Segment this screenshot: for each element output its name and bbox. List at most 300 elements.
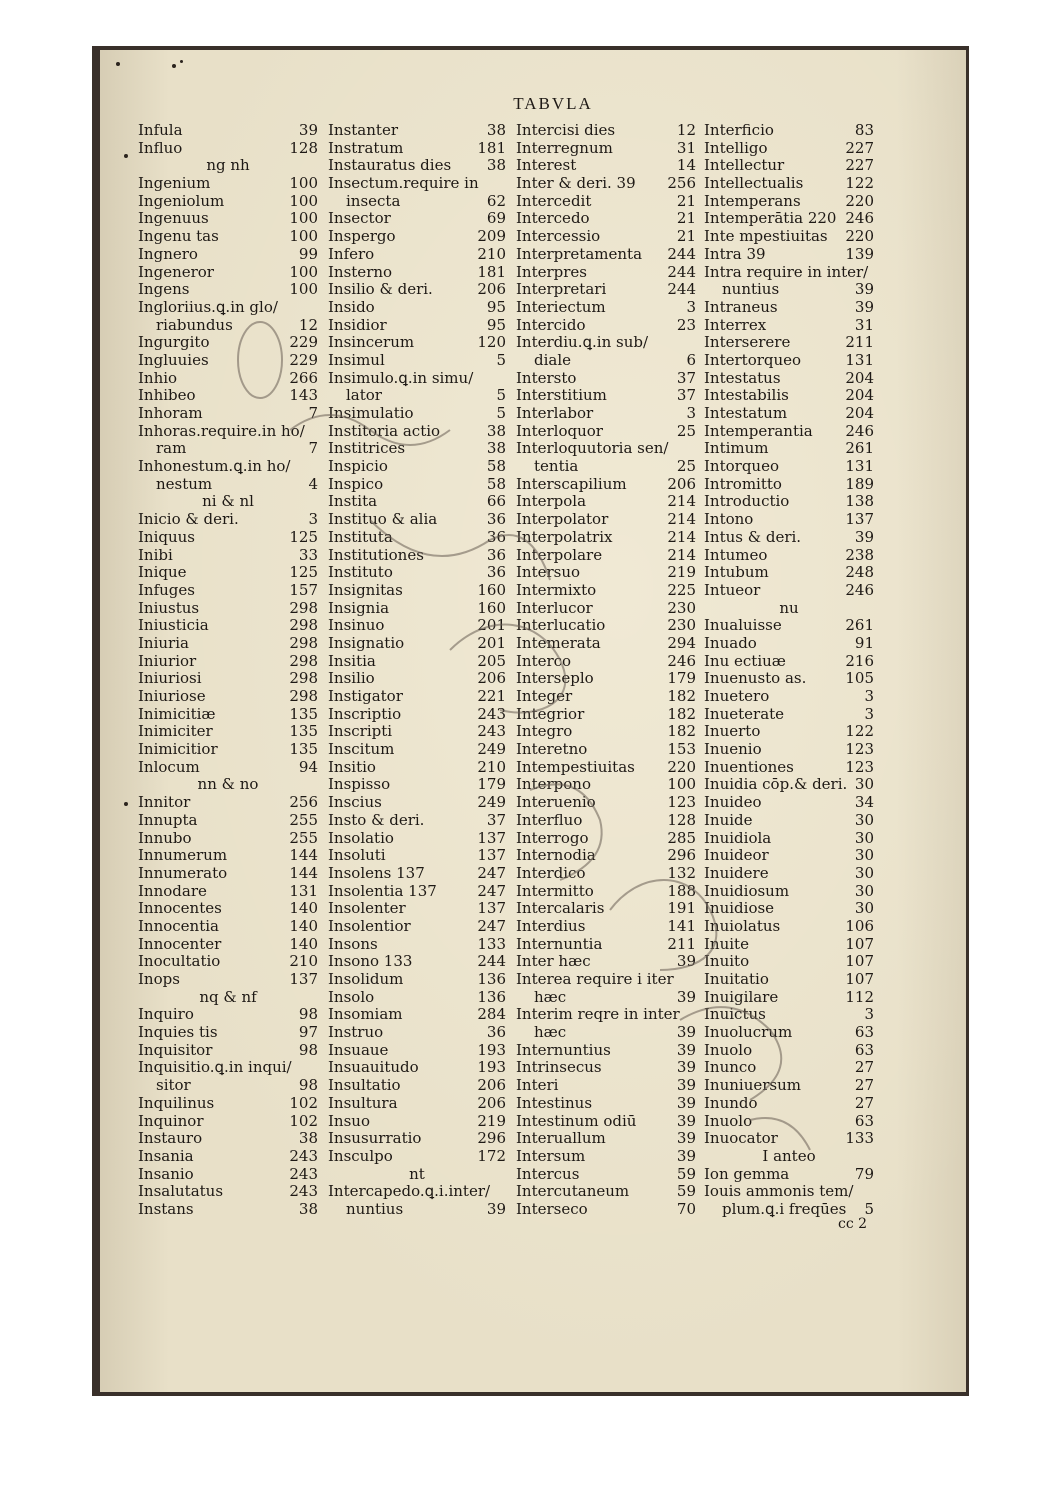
entry-page-number: 98 [298, 1076, 318, 1095]
entry-page-number: 244 [667, 280, 696, 299]
index-entry [328, 971, 506, 989]
index-entry [138, 1059, 318, 1077]
index-entry [704, 511, 874, 529]
entry-term: Inlocum [138, 757, 200, 776]
index-entry [328, 865, 506, 883]
entry-page-number: 249 [477, 740, 506, 759]
entry-page-number: 137 [477, 828, 506, 847]
entry-term: Insignia [328, 598, 390, 617]
entry-page-number: 244 [667, 262, 696, 281]
index-entry [138, 352, 318, 370]
entry-term: Innupta [138, 810, 198, 829]
entry-term: Insolentior [328, 916, 411, 935]
index-entry [704, 264, 874, 282]
entry-term: Integro [516, 722, 573, 741]
entry-term: Intellectur [704, 156, 785, 175]
index-entry [704, 476, 874, 494]
entry-page-number: 247 [477, 916, 506, 935]
entry-term: Insido [328, 297, 375, 316]
index-entry [704, 1042, 874, 1060]
entry-page-number: 63 [854, 1040, 874, 1059]
index-entry [704, 122, 874, 140]
entry-page-number: 144 [289, 863, 318, 882]
entry-page-number: 107 [845, 952, 874, 971]
entry-term: Inunco [704, 1058, 757, 1077]
entry-term: Interpola [516, 492, 587, 511]
index-entry [138, 1201, 318, 1219]
index-entry [704, 582, 874, 600]
entry-term: Inundo [704, 1093, 758, 1112]
index-entry [328, 776, 506, 794]
index-entry [704, 688, 874, 706]
index-entry [328, 830, 506, 848]
entry-term: Instituto [328, 563, 393, 582]
index-entry [704, 370, 874, 388]
entry-term: Interdiu.ꝗ.in sub/ [516, 333, 649, 352]
index-entry [328, 564, 506, 582]
index-entry [138, 405, 318, 423]
entry-term: Insilio [328, 669, 375, 688]
entry-page-number: 27 [854, 1076, 874, 1095]
entry-page-number: 182 [667, 687, 696, 705]
entry-term: Instans [138, 1199, 194, 1218]
entry-term: Insuo [328, 1111, 370, 1130]
entry-page-number: 38 [486, 156, 506, 175]
index-entry [328, 1183, 506, 1201]
entry-term: Ingloriius.ꝗ.in glo/ [138, 297, 278, 316]
entry-page-number: 31 [854, 315, 874, 334]
index-entry [516, 794, 696, 812]
entry-page-number: 135 [289, 704, 318, 723]
entry-term: Intercisi dies [516, 121, 616, 139]
index-entry [138, 564, 318, 582]
entry-page-number: 193 [477, 1058, 506, 1077]
entry-page-number: 6 [686, 350, 696, 369]
entry-term: Innocenter [138, 934, 222, 953]
index-entry [704, 317, 874, 335]
index-entry [328, 900, 506, 918]
entry-term: Interloquor [516, 421, 603, 440]
entry-term: Inuite [704, 934, 749, 953]
entry-term: Inter & deri. 39 [516, 174, 636, 193]
entry-term: Interpolare [516, 545, 603, 564]
entry-page-number: 21 [676, 209, 696, 228]
entry-term: Inuidia cōp.& deri. [704, 775, 848, 794]
index-entry [704, 617, 874, 635]
entry-page-number: 70 [676, 1199, 696, 1218]
entry-term: Intueor [704, 580, 761, 599]
index-entry [138, 670, 318, 688]
entry-page-number: 30 [854, 775, 874, 794]
index-entry [516, 812, 696, 830]
entry-term: Inuolo [704, 1111, 753, 1130]
entry-page-number: 210 [477, 244, 506, 263]
entry-page-number: 21 [676, 227, 696, 246]
entry-term: Intermixto [516, 580, 597, 599]
index-entry [328, 264, 506, 282]
entry-term: Interpolator [516, 510, 609, 529]
entry-page-number: 227 [845, 138, 874, 157]
entry-term: Interstitium [516, 386, 607, 405]
entry-term: Intromitto [704, 474, 782, 493]
index-entry [516, 830, 696, 848]
index-entry [328, 1201, 506, 1219]
entry-term: Insignatio [328, 633, 405, 652]
index-entry [328, 1095, 506, 1113]
entry-term: Intelligo [704, 138, 768, 157]
index-entry [328, 281, 506, 299]
entry-term: Intraneus [704, 297, 778, 316]
index-entry [516, 670, 696, 688]
index-entry [704, 812, 874, 830]
entry-term: Inspergo [328, 227, 396, 246]
index-entry [138, 1113, 318, 1131]
index-entry [138, 458, 318, 476]
entry-page-number: 206 [667, 474, 696, 493]
entry-page-number: 157 [289, 580, 318, 599]
index-entry [516, 352, 696, 370]
index-entry [328, 1113, 506, 1131]
entry-page-number: 100 [289, 227, 318, 246]
index-entry [704, 157, 874, 175]
entry-term: Intempestiuitas [516, 757, 635, 776]
entry-term: Interseco [516, 1199, 588, 1218]
entry-term: Intemperans [704, 191, 801, 210]
entry-page-number: 37 [486, 810, 506, 829]
index-entry [328, 794, 506, 812]
entry-page-number: 137 [477, 846, 506, 865]
index-entry [704, 1059, 874, 1077]
index-column-2 [328, 122, 506, 1219]
index-entry [328, 387, 506, 405]
entry-term: Ingurgito [138, 333, 210, 352]
index-entry [516, 1077, 696, 1095]
index-entry [328, 1006, 506, 1024]
entry-page-number: 138 [845, 492, 874, 511]
entry-term: hæc [534, 1023, 567, 1042]
entry-term: Intercessio [516, 227, 601, 246]
entry-page-number: 246 [845, 421, 874, 440]
entry-term: Intersum [516, 1146, 586, 1165]
entry-page-number: 131 [845, 457, 874, 476]
index-entry [704, 1130, 874, 1148]
index-entry [138, 847, 318, 865]
index-entry [328, 476, 506, 494]
entry-page-number: 38 [298, 1199, 318, 1218]
index-entry [516, 1130, 696, 1148]
entry-page-number: 131 [289, 881, 318, 900]
index-entry [328, 157, 506, 175]
entry-term: Interlabor [516, 404, 594, 422]
index-entry [138, 193, 318, 211]
entry-page-number: 5 [496, 350, 506, 369]
entry-term: Insto & deri. [328, 810, 425, 829]
index-entry [138, 175, 318, 193]
entry-page-number: 243 [477, 722, 506, 741]
entry-page-number: 97 [298, 1023, 318, 1042]
entry-term: Instauratus dies [328, 156, 452, 175]
entry-page-number: 38 [298, 1129, 318, 1148]
section-heading: nn & no [197, 775, 259, 794]
entry-term: Inibi [138, 545, 173, 564]
index-entry [138, 741, 318, 759]
entry-term: Inscitum [328, 740, 395, 759]
index-entry [516, 547, 696, 565]
entry-page-number: 133 [477, 934, 506, 953]
entry-term: Instituo & alia [328, 510, 438, 529]
entry-page-number: 246 [845, 209, 874, 228]
entry-term: Interdius [516, 916, 586, 935]
index-entry [138, 511, 318, 529]
entry-term: Influo [138, 138, 183, 157]
index-entry [704, 936, 874, 954]
entry-term: Insimulo.ꝗ.in simu/ [328, 368, 474, 387]
index-entry [516, 405, 696, 423]
entry-page-number: 298 [289, 669, 318, 688]
entry-page-number: 30 [854, 899, 874, 918]
entry-page-number: 34 [854, 793, 874, 812]
entry-term: Inique [138, 563, 187, 582]
entry-term: Inuidiose [704, 899, 775, 918]
index-entry [328, 582, 506, 600]
index-entry [138, 547, 318, 565]
entry-page-number: 128 [667, 810, 696, 829]
index-entry [138, 794, 318, 812]
index-entry [516, 1183, 696, 1201]
entry-page-number: 179 [477, 775, 506, 794]
index-entry [704, 1024, 874, 1042]
entry-term: Insolens 137 [328, 863, 425, 882]
entry-term: Inuolucrum [704, 1023, 793, 1042]
index-entry [704, 175, 874, 193]
entry-term: Inquisitio.ꝗ.in inqui/ [138, 1058, 292, 1077]
entry-term: Inuide [704, 810, 753, 829]
index-entry [516, 706, 696, 724]
index-entry [704, 989, 874, 1007]
index-entry [704, 1077, 874, 1095]
index-entry [516, 122, 696, 140]
index-entry [516, 883, 696, 901]
index-entry [704, 971, 874, 989]
ink-speck [116, 62, 120, 66]
entry-term: Intemperātia 220 [704, 209, 837, 228]
index-entry [704, 847, 874, 865]
entry-term: Interlucatio [516, 616, 606, 635]
entry-term: Insalutatus [138, 1182, 224, 1201]
index-entry [516, 1095, 696, 1113]
ink-speck [172, 64, 176, 68]
entry-page-number: 63 [854, 1111, 874, 1130]
index-entry [328, 759, 506, 777]
index-entry [516, 971, 696, 989]
entry-page-number: 59 [676, 1164, 696, 1183]
entry-term: Insultura [328, 1093, 398, 1112]
index-entry [138, 281, 318, 299]
entry-page-number: 298 [289, 633, 318, 652]
index-entry [138, 759, 318, 777]
entry-term: Insitia [328, 651, 376, 670]
entry-term: diale [534, 350, 572, 369]
index-entry [138, 440, 318, 458]
entry-term: Iniuriose [138, 687, 206, 705]
entry-page-number: 4 [308, 474, 318, 493]
entry-term: Intus & deri. [704, 527, 802, 546]
index-entry [328, 847, 506, 865]
entry-term: Institoria actio [328, 421, 441, 440]
index-entry [138, 635, 318, 653]
index-entry [704, 1166, 874, 1184]
entry-term: Internodia [516, 846, 596, 865]
entry-term: Intemperantia [704, 421, 813, 440]
entry-page-number: 63 [854, 1023, 874, 1042]
entry-term: Inter hæc [516, 952, 591, 971]
entry-term: Inuitatio [704, 970, 769, 988]
entry-term: Iniuria [138, 633, 189, 652]
entry-page-number: 204 [845, 386, 874, 405]
entry-page-number: 3 [308, 510, 318, 529]
entry-page-number: 39 [676, 1023, 696, 1042]
entry-term: Instita [328, 492, 378, 511]
index-entry [516, 175, 696, 193]
entry-term: Insania [138, 1146, 194, 1165]
index-entry [516, 140, 696, 158]
index-entry [138, 723, 318, 741]
index-entry [704, 918, 874, 936]
entry-page-number: 39 [676, 952, 696, 971]
index-entry [516, 210, 696, 228]
entry-page-number: 214 [667, 545, 696, 564]
entry-term: Inuidiola [704, 828, 772, 847]
entry-page-number: 36 [486, 510, 506, 529]
scan-frame [92, 46, 969, 1396]
entry-term: Inquies tis [138, 1023, 218, 1042]
entry-page-number: 206 [477, 1076, 506, 1095]
index-entry [704, 883, 874, 901]
entry-term: Interrogo [516, 828, 589, 847]
entry-term: Insons [328, 934, 378, 953]
entry-term: hæc [534, 987, 567, 1006]
entry-term: Inuideor [704, 846, 769, 865]
entry-page-number: 39 [676, 1146, 696, 1165]
index-entry [704, 334, 874, 352]
entry-page-number: 294 [667, 633, 696, 652]
index-entry [704, 794, 874, 812]
entry-term: Instruo [328, 1023, 384, 1042]
entry-term: Instanter [328, 121, 398, 139]
index-entry [328, 122, 506, 140]
entry-page-number: 25 [676, 457, 696, 476]
entry-page-number: 211 [667, 934, 696, 953]
entry-term: Inhio [138, 368, 178, 387]
entry-term: Inuenusto as. [704, 669, 807, 688]
index-entry [138, 228, 318, 246]
entry-term: Insimulatio [328, 404, 414, 422]
entry-page-number: 125 [289, 527, 318, 546]
index-entry [704, 352, 874, 370]
index-entry [516, 334, 696, 352]
ink-speck [124, 802, 128, 806]
index-entry [328, 670, 506, 688]
entry-page-number: 122 [845, 174, 874, 193]
entry-term: Intercedit [516, 191, 592, 210]
index-entry [516, 423, 696, 441]
index-entry [516, 1113, 696, 1131]
index-entry [704, 706, 874, 724]
entry-page-number: 39 [854, 297, 874, 316]
book-page [100, 50, 966, 1392]
index-entry [328, 653, 506, 671]
index-entry [138, 1024, 318, 1042]
entry-page-number: 214 [667, 510, 696, 529]
index-entry [516, 989, 696, 1007]
index-entry [704, 299, 874, 317]
entry-term: Insomiam [328, 1005, 403, 1024]
entry-page-number: 201 [477, 616, 506, 635]
entry-term: Interuallum [516, 1129, 606, 1148]
index-entry [516, 440, 696, 458]
entry-term: Insuauitudo [328, 1058, 419, 1077]
index-entry [516, 741, 696, 759]
entry-term: Inuictus [704, 1005, 766, 1024]
section-heading: nu [779, 598, 799, 617]
entry-page-number: 136 [477, 987, 506, 1006]
index-entry [138, 210, 318, 228]
entry-page-number: 39 [486, 1199, 506, 1218]
entry-term: Intestinus [516, 1093, 593, 1112]
index-entry [516, 1201, 696, 1219]
entry-term: ram [156, 439, 187, 458]
entry-term: Inualuisse [704, 616, 782, 635]
entry-page-number: 79 [854, 1164, 874, 1183]
entry-page-number: 285 [667, 828, 696, 847]
entry-page-number: 238 [845, 545, 874, 564]
entry-term: Inhonestum.ꝗ.in ho/ [138, 457, 291, 476]
index-entry [328, 723, 506, 741]
index-entry [138, 1077, 318, 1095]
entry-term: Ingenium [138, 174, 211, 193]
index-entry [138, 334, 318, 352]
index-entry [138, 140, 318, 158]
index-entry [704, 564, 874, 582]
entry-term: Intestabilis [704, 386, 789, 405]
index-entry [138, 299, 318, 317]
entry-term: Instigator [328, 687, 403, 705]
entry-page-number: 123 [845, 757, 874, 776]
entry-page-number: 137 [845, 510, 874, 529]
entry-term: Inocultatio [138, 952, 221, 971]
entry-page-number: 298 [289, 616, 318, 635]
entry-term: Innocentia [138, 916, 219, 935]
entry-term: Inspico [328, 474, 384, 493]
entry-term: Innubo [138, 828, 192, 847]
entry-page-number: 131 [845, 350, 874, 369]
entry-page-number: 39 [676, 1093, 696, 1112]
index-entry [138, 688, 318, 706]
entry-term: Innumerum [138, 846, 228, 865]
index-entry [138, 865, 318, 883]
index-entry [328, 1130, 506, 1148]
entry-page-number: 243 [289, 1182, 318, 1201]
entry-page-number: 247 [477, 881, 506, 900]
entry-page-number: 5 [864, 1199, 874, 1218]
index-entry [328, 317, 506, 335]
entry-page-number: 30 [854, 881, 874, 900]
entry-page-number: 128 [289, 138, 318, 157]
entry-page-number: 98 [298, 1005, 318, 1024]
section-heading: I anteo [762, 1146, 816, 1165]
index-entry [516, 635, 696, 653]
entry-term: Interim reqre in inter [516, 1005, 680, 1024]
